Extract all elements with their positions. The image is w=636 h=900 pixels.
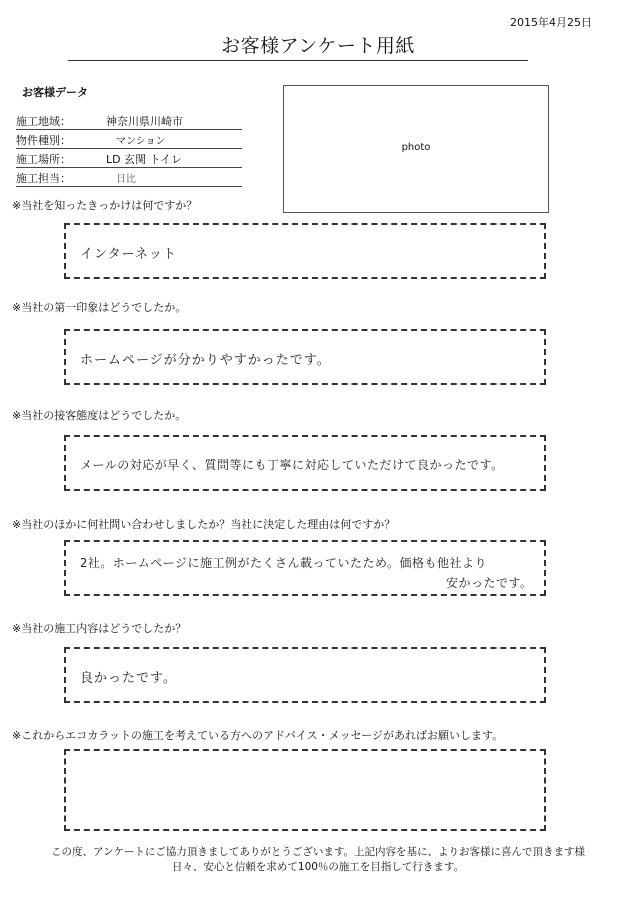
question-6-label: ※これからエコカラットの施工を考えている方へのアドバイス・メッセージがあればお願いします。 [12, 729, 504, 742]
customer-data-heading: お客様データ [22, 86, 88, 99]
title-underline [68, 60, 528, 61]
question-1-answer-box [64, 223, 546, 279]
question-3-label: ※当社の接客態度はどうでしたか。 [12, 409, 187, 422]
info-row-area [16, 111, 242, 130]
page-title: お客様アンケート用紙 [221, 35, 415, 57]
question-3-answer: メールの対応が早く、質問等にも丁寧に対応していただけて良かったです。 [80, 458, 504, 472]
question-4-answer-line-2: 安かったです。 [446, 576, 533, 590]
question-5-label: ※当社の施工内容はどうでしたか？ [12, 622, 187, 635]
survey-date: 2015年4月25日 [510, 16, 592, 29]
question-6-answer-box [64, 749, 546, 831]
info-row-property-type [16, 130, 242, 149]
info-row-staff [16, 168, 242, 187]
area-label: 施工地域： [16, 115, 71, 128]
photo-placeholder [283, 85, 549, 213]
property-type-value: マンション [116, 136, 166, 147]
footer-line-2: 日々、安心と信頼を求めて100％の施工を目指して行きます。 [171, 861, 465, 873]
question-3-answer-box [64, 435, 546, 491]
question-2-label: ※当社の第一印象はどうでしたか。 [12, 301, 187, 314]
footer-message [0, 845, 636, 875]
question-5-answer-box [64, 647, 546, 703]
question-1-answer: インターネット [80, 247, 177, 262]
question-4-label: ※当社のほかに何社問い合わせしましたか？当社に決定した理由は何ですか？ [12, 518, 396, 531]
location-value: LD 玄関 トイレ [106, 153, 183, 166]
photo-label: photo [401, 142, 431, 153]
footer-line-1: この度、アンケートにご協力頂きましてありがとうございます。上記内容を基に、よりお客様に喜んで頂きます様 [50, 846, 586, 858]
staff-value: 日比 [116, 174, 136, 185]
area-value: 神奈川県川崎市 [106, 115, 183, 128]
location-label: 施工場所： [16, 153, 71, 166]
staff-label: 施工担当： [16, 172, 71, 185]
question-5-answer: 良かったです。 [80, 671, 177, 686]
question-1-label: ※当社を知ったきっかけは何ですか？ [12, 199, 198, 212]
question-2-answer: ホームページが分かりやすかったです。 [80, 353, 331, 368]
info-row-location [16, 149, 242, 168]
question-4-answer-line-1: 2社。ホームページに施工例がたくさん載っていたため。価格も他社より [80, 556, 488, 570]
property-type-label: 物件種別： [16, 134, 71, 147]
question-4-answer-box [64, 540, 546, 596]
question-2-answer-box [64, 329, 546, 385]
